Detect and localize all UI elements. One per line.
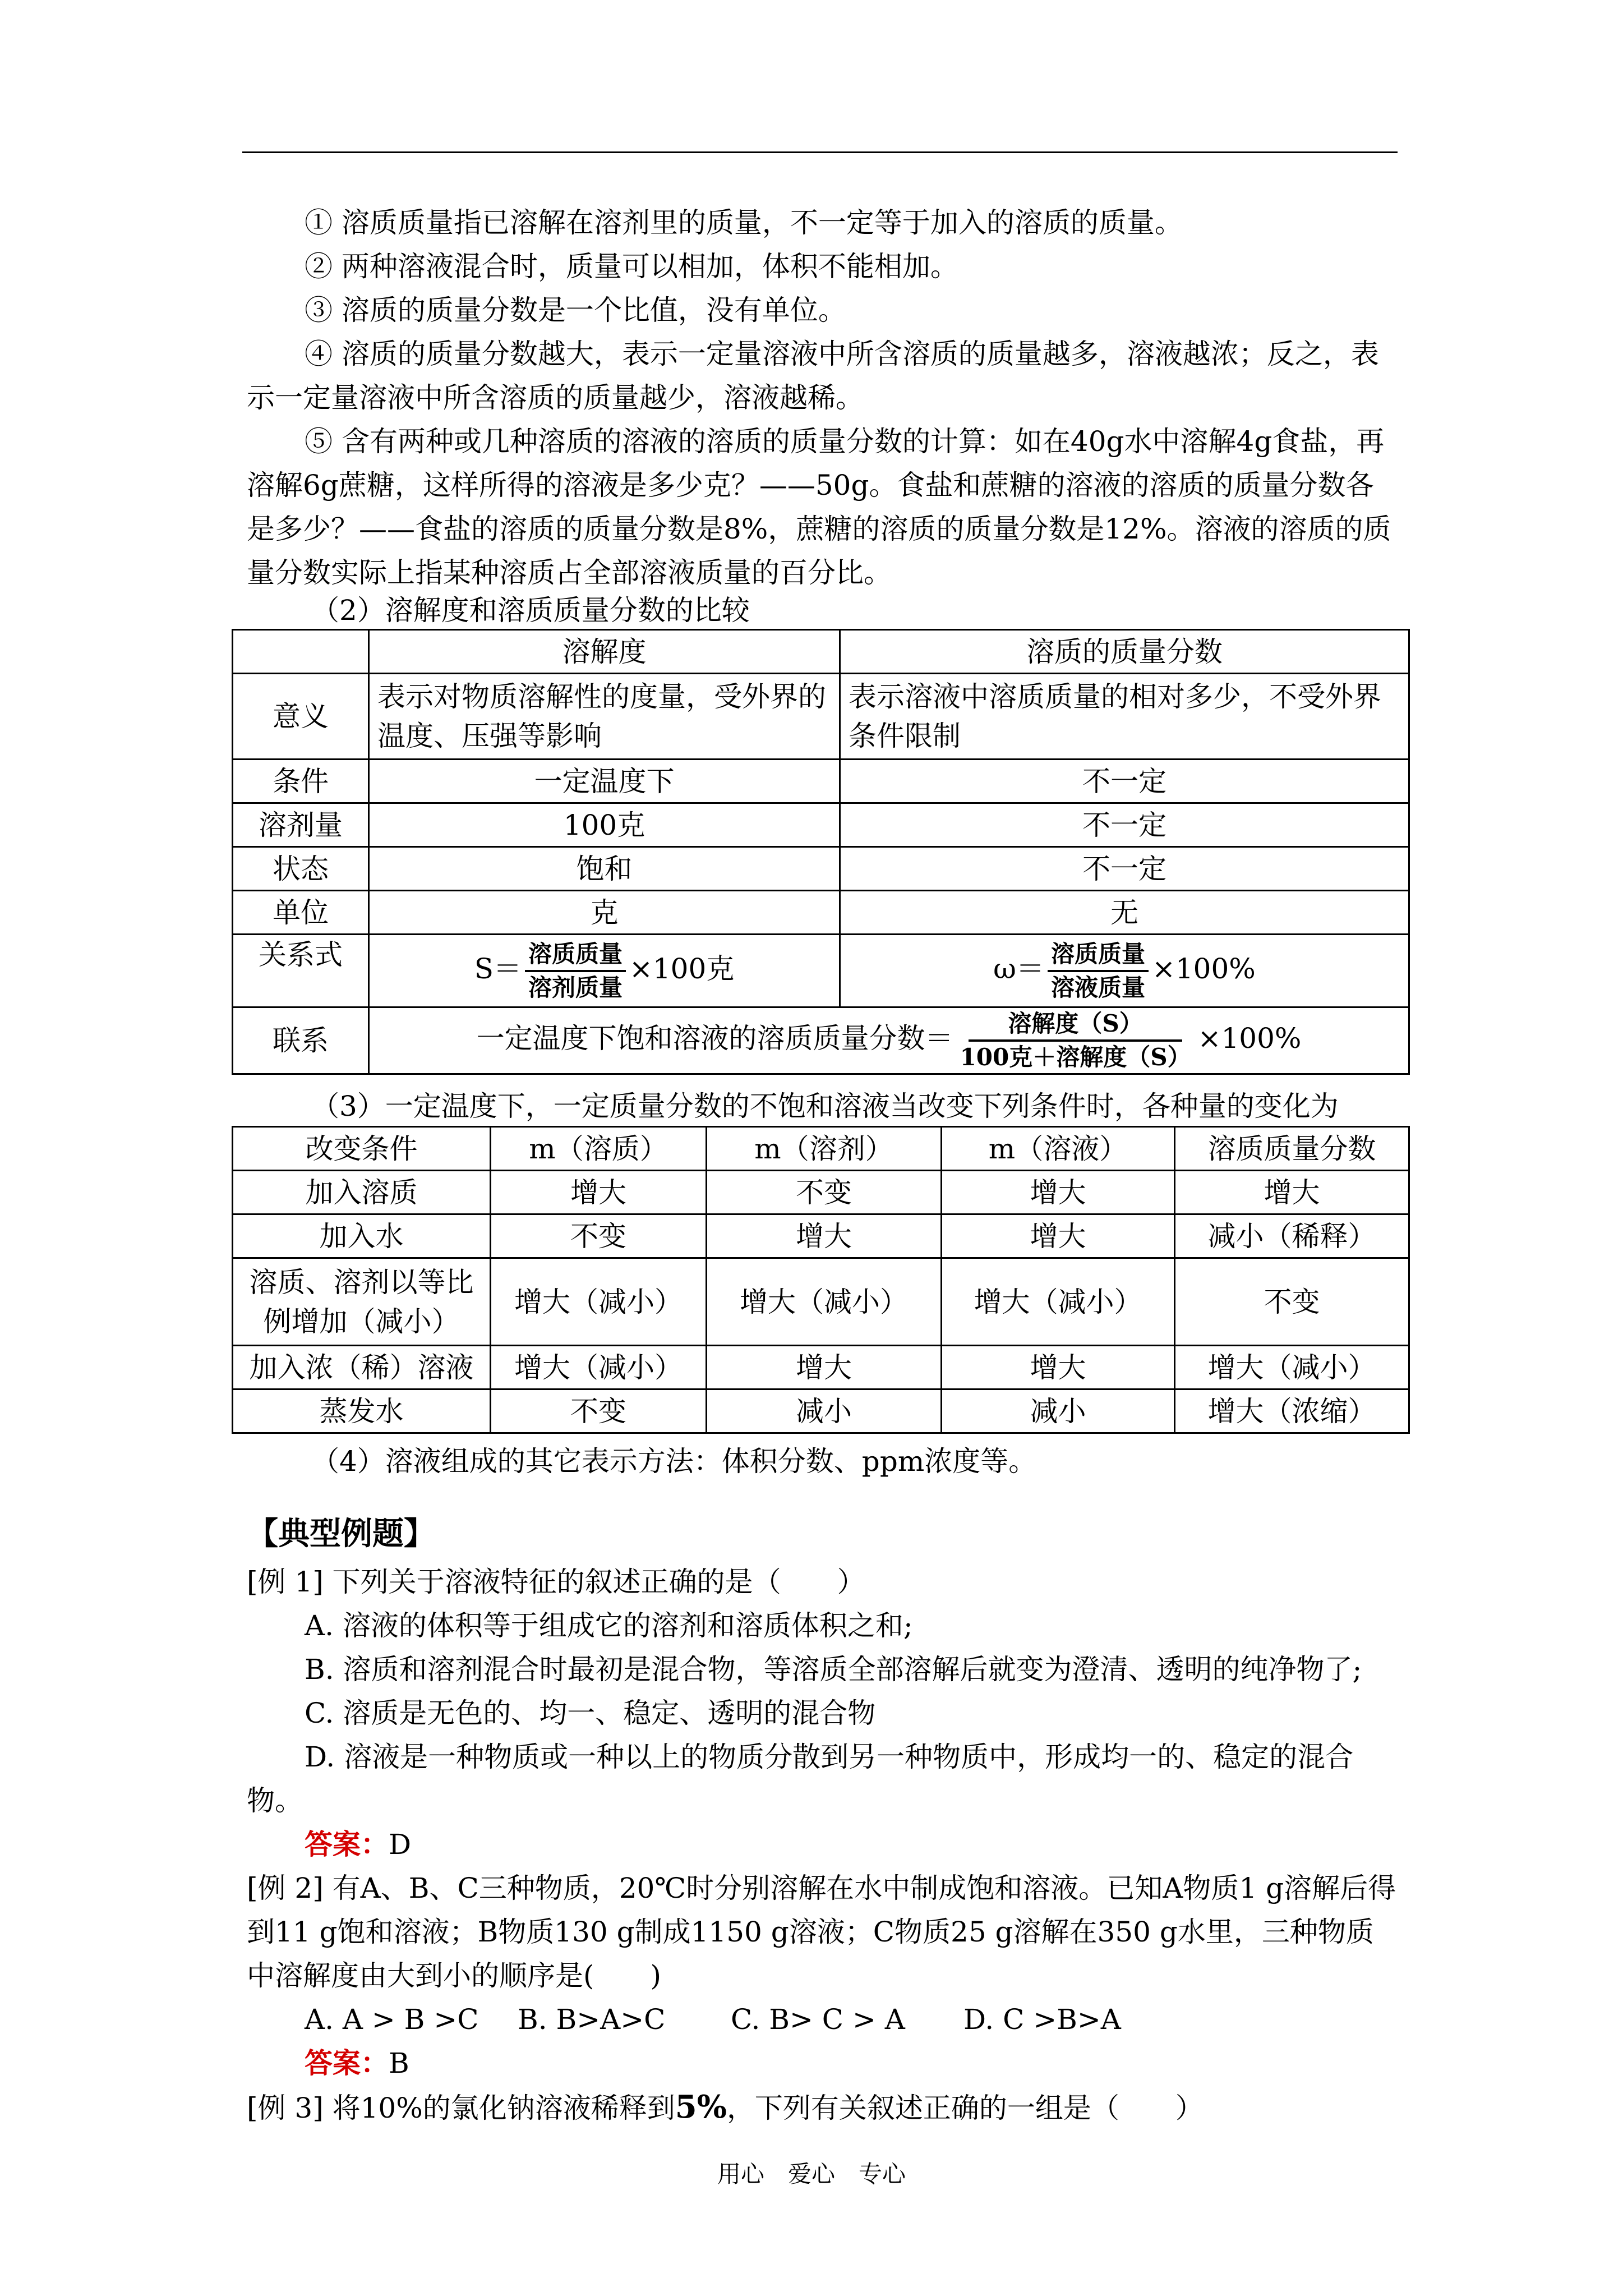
example-1-option-b: B. 溶质和溶剂混合时最初是混合物，等溶质全部溶解后就变为澄清、透明的纯净物了; [305, 1653, 1362, 1686]
cell: 减小（稀释） [1175, 1214, 1409, 1258]
example-3-stem-c: ，下列有关叙述正确的一组是（ ） [726, 2092, 1204, 2124]
page-footer: 用心 爱心 专心 [717, 2160, 906, 2188]
cell-mass-fraction: 不一定 [840, 847, 1409, 891]
example-1-stem: [例 1] 下列关于溶液特征的叙述正确的是（ ） [247, 1566, 865, 1598]
point-4: ④ 溶质的质量分数越大，表示一定量溶液中所含溶质的质量越多，溶液越浓；反之，表示一定量溶液中所含溶质的质量越少，溶液越稀。 [247, 338, 1379, 414]
fraction-numerator: 溶解度（S） [969, 1008, 1182, 1042]
row-label: 单位 [233, 891, 369, 935]
section-title: 【典型例题】 [247, 1515, 435, 1552]
example-3-stem-b: 5% [675, 2088, 727, 2125]
answer-label: 答案： [305, 1828, 389, 1861]
header-rule [242, 151, 1398, 153]
cell: 增大 [942, 1171, 1175, 1214]
example-2-option-d: D. C >B>A [963, 2003, 1121, 2036]
change-heading: （3）一定温度下，一定质量分数的不饱和溶液当改变下列条件时，各种量的变化为 [311, 1090, 1339, 1122]
cell-solubility: 表示对物质溶解性的度量，受外界的温度、压强等影响 [369, 674, 840, 760]
answer-label: 答案： [305, 2046, 389, 2079]
example-2-options [305, 1998, 1121, 2041]
cell: 增大 [942, 1214, 1175, 1258]
point-1: ① 溶质质量指已溶解在溶剂里的质量，不一定等于加入的溶质的质量。 [305, 206, 1183, 239]
cell-mass-fraction: 不一定 [840, 760, 1409, 803]
other-methods: （4）溶液组成的其它表示方法：体积分数、ppm浓度等。 [311, 1445, 1037, 1478]
cell-mass-fraction: 表示溶液中溶质质量的相对多少，不受外界条件限制 [840, 674, 1409, 760]
example-1-option-d: D. 溶液是一种物质或一种以上的物质分散到另一种物质中，形成均一的、稳定的混合物。 [247, 1741, 1354, 1817]
formula-suffix: ×100% [1197, 1022, 1302, 1055]
formula-prefix: 一定温度下饱和溶液的溶质质量分数＝ [476, 1022, 953, 1055]
formula-suffix: ×100克 [629, 952, 735, 985]
compare-col1-header: 溶解度 [369, 630, 840, 674]
row-label: 条件 [233, 760, 369, 803]
cell: 不变 [707, 1171, 942, 1214]
cell-mass-fraction: 无 [840, 891, 1409, 935]
compare-heading: （2）溶解度和溶质质量分数的比较 [311, 594, 750, 627]
cell: 增大 [707, 1346, 942, 1389]
header-condition: 改变条件 [233, 1127, 491, 1171]
fraction-denominator: 溶剂质量 [528, 973, 623, 1001]
point-3: ③ 溶质的质量分数是一个比值，没有单位。 [305, 294, 846, 326]
cell: 增大 [942, 1346, 1175, 1389]
cell-mass-fraction: 不一定 [840, 803, 1409, 847]
point-5: ⑤ 含有两种或几种溶质的溶液的溶质的质量分数的计算：如在40g水中溶解4g食盐，再溶解6g蔗糖，这样所得的溶液是多少克？——50g。食盐和蔗糖的溶液的溶质的质量分数各是多少？——食盐的溶质的质量分数是8%，蔗糖的溶质的质量分数是12%。溶液的溶质的质量分数实际上指某种溶质占全部溶液质量的百分比。 [247, 425, 1391, 589]
example-3-stem [247, 2085, 1204, 2130]
fraction-numerator: 溶质质量 [525, 938, 626, 972]
cell: 增大 [491, 1171, 707, 1214]
row-label: 关系式 [233, 935, 369, 1007]
cell: 减小 [942, 1389, 1175, 1433]
header-mass-fraction: 溶质质量分数 [1175, 1127, 1409, 1171]
answer-value: D [389, 1828, 412, 1861]
fraction [957, 1008, 1195, 1073]
example-2-option-c: C. B> C > A [731, 2003, 905, 2036]
compare-table [232, 629, 1410, 1075]
cell: 增大（减小） [491, 1346, 707, 1389]
example-2-option-a: A. A > B >C [305, 2003, 479, 2036]
link-formula [369, 1007, 1409, 1074]
cell: 不变 [1175, 1258, 1409, 1346]
cell: 加入溶质 [233, 1171, 491, 1214]
cell: 增大（减小） [942, 1258, 1175, 1346]
cell: 增大（减小） [707, 1258, 942, 1346]
fraction [1048, 938, 1149, 1004]
cell: 增大（减小） [1175, 1346, 1409, 1389]
cell: 加入水 [233, 1214, 491, 1258]
example-2-option-b: B. B>A>C [518, 2003, 666, 2036]
cell-solubility: 饱和 [369, 847, 840, 891]
fraction [525, 938, 626, 1004]
row-label: 联系 [233, 1007, 369, 1074]
header-solution-mass: m（溶液） [942, 1127, 1175, 1171]
example-1-option-a: A. 溶液的体积等于组成它的溶剂和溶质体积之和; [305, 1609, 913, 1642]
header-solvent-mass: m（溶剂） [707, 1127, 942, 1171]
compare-corner [233, 630, 369, 674]
header-solute-mass: m（溶质） [491, 1127, 707, 1171]
cell: 溶质、溶剂以等比例增加（减小） [233, 1258, 491, 1346]
cell: 增大 [707, 1214, 942, 1258]
row-label: 意义 [233, 674, 369, 760]
row-label: 状态 [233, 847, 369, 891]
example-1-answer [305, 1823, 411, 1866]
cell: 不变 [491, 1214, 707, 1258]
cell: 减小 [707, 1389, 942, 1433]
cell-solubility: 100克 [369, 803, 840, 847]
formula-prefix: S＝ [474, 952, 522, 985]
cell: 增大（减小） [491, 1258, 707, 1346]
fraction-numerator: 溶质质量 [1048, 938, 1149, 972]
example-1-option-c: C. 溶质是无色的、均一、稳定、透明的混合物 [305, 1697, 876, 1729]
cell: 蒸发水 [233, 1389, 491, 1433]
example-3-stem-a: [例 3] 将10%的氯化钠溶液稀释到 [247, 2092, 675, 2124]
cell: 加入浓（稀）溶液 [233, 1346, 491, 1389]
point-2: ② 两种溶液混合时，质量可以相加，体积不能相加。 [305, 250, 958, 283]
fraction-denominator: 溶液质量 [1050, 973, 1145, 1001]
change-table [232, 1126, 1410, 1434]
fraction-denominator: 100克＋溶解度（S） [960, 1043, 1191, 1071]
relation-solubility [369, 935, 840, 1007]
example-2-stem: [例 2] 有A、B、C三种物质，20℃时分别溶解在水中制成饱和溶液。已知A物质1 g溶解后得到11 g饱和溶液；B物质130 g制成1150 g溶液；C物质25 g溶解在350 g水里，三种物质中溶解度由大到小的顺序是( ) [247, 1872, 1396, 1992]
compare-col2-header: 溶质的质量分数 [840, 630, 1409, 674]
cell: 增大（浓缩） [1175, 1389, 1409, 1433]
example-2-answer [305, 2041, 409, 2085]
cell-solubility: 克 [369, 891, 840, 935]
cell: 不变 [491, 1389, 707, 1433]
row-label: 溶剂量 [233, 803, 369, 847]
answer-value: B [389, 2047, 409, 2079]
cell: 增大 [1175, 1171, 1409, 1214]
formula-suffix: ×100% [1151, 952, 1256, 985]
relation-mass-fraction [840, 935, 1409, 1007]
formula-prefix: ω＝ [993, 952, 1044, 985]
cell-solubility: 一定温度下 [369, 760, 840, 803]
